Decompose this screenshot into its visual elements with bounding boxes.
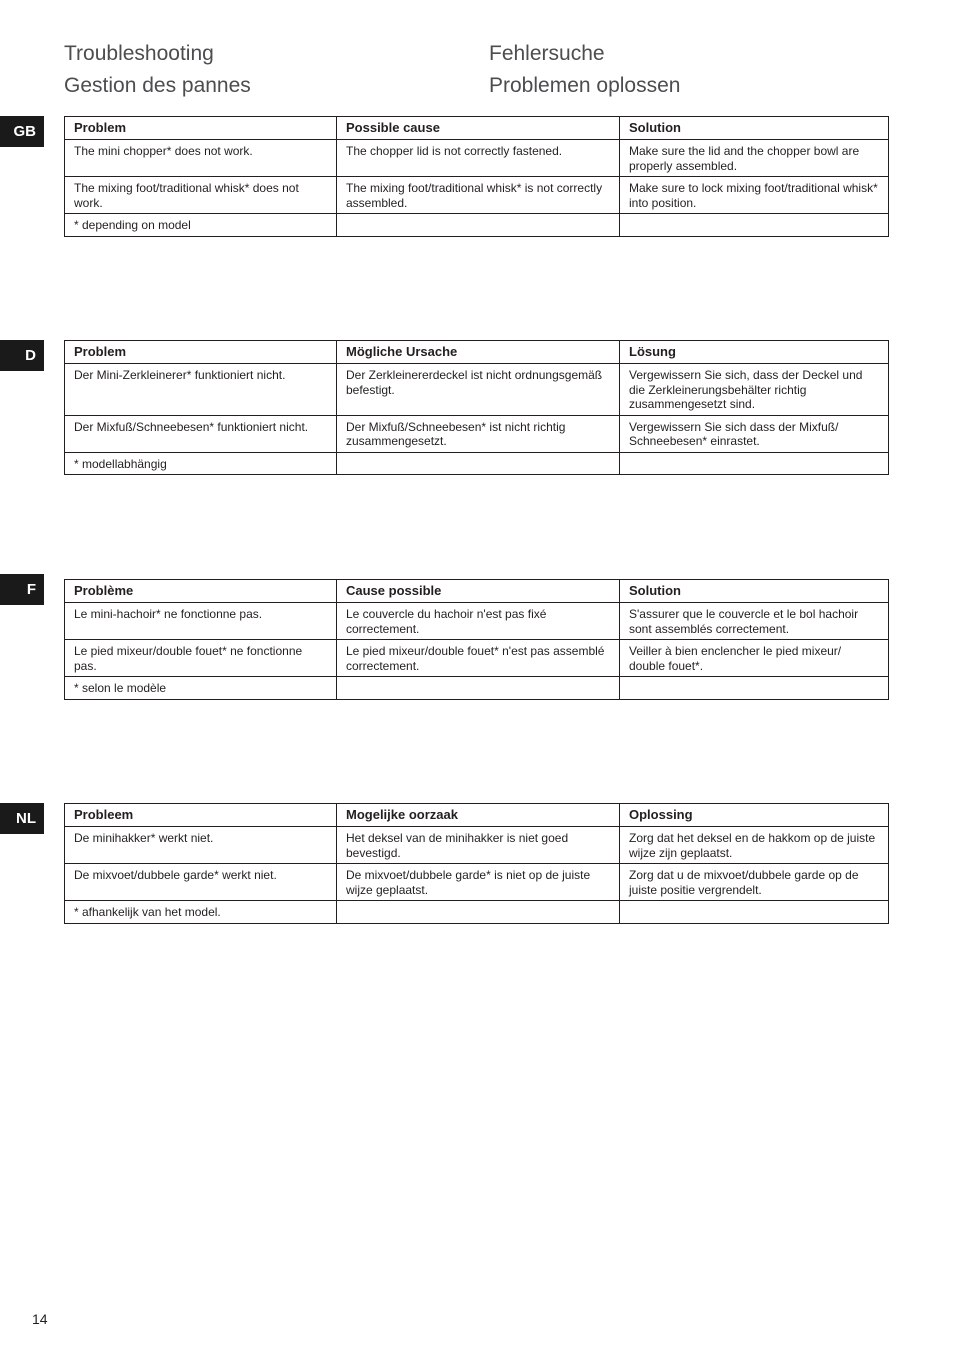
cell-cause: The mixing foot/traditional whisk* is not correctly assembled. [337, 177, 620, 214]
cell-solution: Vergewissern Sie sich, dass der Deckel und die Zerkleinerungsbehälter richtig zusammengesetzt sind. [620, 364, 889, 416]
footnote-row [65, 452, 889, 475]
footnote: * modellabhängig [65, 452, 337, 475]
cell-problem: The mixing foot/traditional whisk* does not work. [65, 177, 337, 214]
empty-cell [620, 452, 889, 475]
footnote-row [65, 677, 889, 700]
language-tab-f: F [0, 574, 44, 605]
cell-problem: De mixvoet/dubbele garde* werkt niet. [65, 864, 337, 901]
title-troubleshooting: Troubleshooting [64, 42, 214, 65]
footnote-row [65, 901, 889, 924]
table-row [65, 864, 889, 901]
header-cause: Possible cause [337, 117, 620, 140]
cell-problem: Le mini-hachoir* ne fonctionne pas. [65, 603, 337, 640]
table-header-row [65, 117, 889, 140]
table-row [65, 827, 889, 864]
cell-cause: De mixvoet/dubbele garde* is niet op de juiste wijze geplaatst. [337, 864, 620, 901]
cell-solution: Veiller à bien enclencher le pied mixeur/ double fouet*. [620, 640, 889, 677]
cell-cause: Der Mixfuß/Schneebesen* ist nicht richtig zusammengesetzt. [337, 415, 620, 452]
footnote: * depending on model [65, 214, 337, 237]
cell-problem: De minihakker* werkt niet. [65, 827, 337, 864]
page-number: 14 [32, 1311, 48, 1327]
header-problem: Problème [65, 580, 337, 603]
header-problem: Probleem [65, 804, 337, 827]
header-solution: Oplossing [620, 804, 889, 827]
header-solution: Solution [620, 117, 889, 140]
table-row [65, 640, 889, 677]
table-header-row [65, 580, 889, 603]
title-problemen-oplossen: Problemen oplossen [489, 74, 681, 97]
cell-solution: S'assurer que le couvercle et le bol hachoir sont assemblés correctement. [620, 603, 889, 640]
empty-cell [337, 901, 620, 924]
table-row [65, 140, 889, 177]
header-cause: Cause possible [337, 580, 620, 603]
empty-cell [337, 214, 620, 237]
header-solution: Solution [620, 580, 889, 603]
header-cause: Mögliche Ursache [337, 341, 620, 364]
cell-cause: Le couvercle du hachoir n'est pas fixé correctement. [337, 603, 620, 640]
header-cause: Mogelijke oorzaak [337, 804, 620, 827]
cell-cause: Le pied mixeur/double fouet* n'est pas assemblé correctement. [337, 640, 620, 677]
cell-problem: Der Mini-Zerkleinerer* funktioniert nicht. [65, 364, 337, 416]
troubleshooting-table-d [64, 340, 889, 475]
cell-solution: Make sure the lid and the chopper bowl are properly assembled. [620, 140, 889, 177]
footnote: * afhankelijk van het model. [65, 901, 337, 924]
cell-cause: Het deksel van de minihakker is niet goed bevestigd. [337, 827, 620, 864]
language-tab-nl: NL [0, 803, 44, 834]
empty-cell [620, 901, 889, 924]
title-fehlersuche: Fehlersuche [489, 42, 605, 65]
empty-cell [337, 677, 620, 700]
footnote: * selon le modèle [65, 677, 337, 700]
cell-solution: Vergewissern Sie sich dass der Mixfuß/ Schneebesen* einrastet. [620, 415, 889, 452]
empty-cell [337, 452, 620, 475]
header-problem: Problem [65, 117, 337, 140]
cell-problem: Der Mixfuß/Schneebesen* funktioniert nicht. [65, 415, 337, 452]
cell-cause: The chopper lid is not correctly fastened. [337, 140, 620, 177]
cell-solution: Zorg dat het deksel en de hakkom op de juiste wijze zijn geplaatst. [620, 827, 889, 864]
troubleshooting-table-nl [64, 803, 889, 924]
table-row [65, 415, 889, 452]
header-solution: Lösung [620, 341, 889, 364]
table-header-row [65, 804, 889, 827]
language-tab-gb: GB [0, 116, 44, 147]
cell-cause: Der Zerkleinererdeckel ist nicht ordnungsgemäß befestigt. [337, 364, 620, 416]
table-row [65, 603, 889, 640]
cell-problem: The mini chopper* does not work. [65, 140, 337, 177]
empty-cell [620, 214, 889, 237]
title-gestion-des-pannes: Gestion des pannes [64, 74, 251, 97]
cell-problem: Le pied mixeur/double fouet* ne fonctionne pas. [65, 640, 337, 677]
table-row [65, 177, 889, 214]
language-tab-d: D [0, 340, 44, 371]
table-header-row [65, 341, 889, 364]
troubleshooting-table-gb [64, 116, 889, 237]
empty-cell [620, 677, 889, 700]
cell-solution: Zorg dat u de mixvoet/dubbele garde op de juiste positie vergrendelt. [620, 864, 889, 901]
table-row [65, 364, 889, 416]
header-problem: Problem [65, 341, 337, 364]
troubleshooting-table-f [64, 579, 889, 700]
cell-solution: Make sure to lock mixing foot/traditional whisk* into position. [620, 177, 889, 214]
footnote-row [65, 214, 889, 237]
